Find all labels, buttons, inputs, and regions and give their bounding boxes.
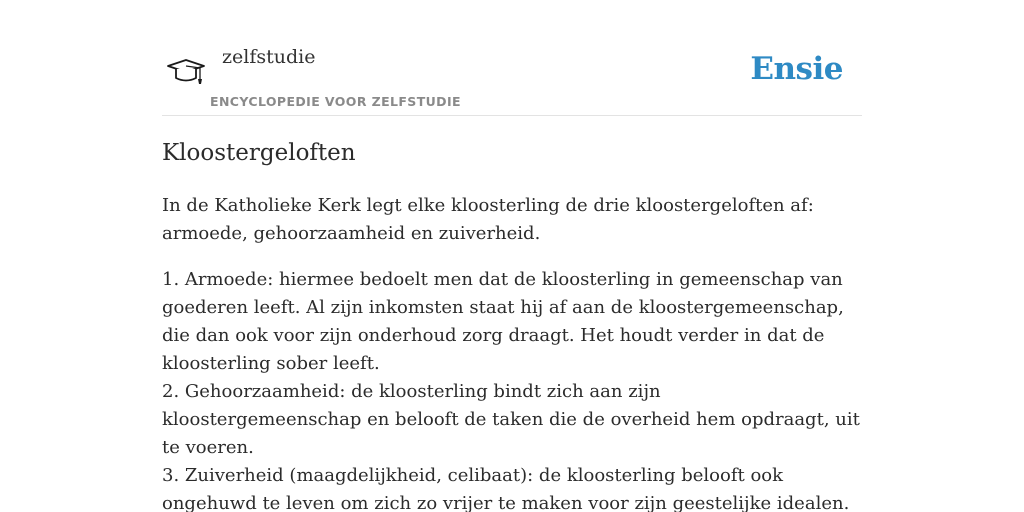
page — [162, 0, 862, 512]
article-intro: In de Katholieke Kerk legt elke kloosterling de drie kloostergeloften af: armoede, gehoorzaamheid en zuiverheid. — [162, 195, 814, 244]
brand-logo-link[interactable]: Ensie — [750, 51, 843, 87]
article-body — [162, 192, 862, 512]
list-item: 1. Armoede: hiermee bedoelt men dat de kloosterling in gemeenschap van goederen leeft. Al zijn inkomsten staat hij af aan de kloostergemeenschap, die dan ook voor zijn onderhoud zorg draagt. Het houdt verder in dat de kloosterling sober leeft. — [162, 269, 844, 374]
list-item: 2. Gehoorzaamheid: de kloosterling bindt zich aan zijn kloostergemeenschap en belooft de taken die de overheid hem opdraagt, uit te voeren. — [162, 381, 860, 458]
site-header — [162, 0, 862, 116]
page-title: Kloostergeloften — [162, 140, 356, 166]
article-list — [162, 266, 862, 512]
site-name[interactable]: zelfstudie — [222, 46, 316, 68]
list-item: 3. Zuiverheid (maagdelijkheid, celibaat): de kloosterling belooft ook ongehuwd te leven om zich zo vrijer te maken voor zijn geestelijke idealen. — [162, 465, 850, 512]
site-tagline: ENCYCLOPEDIE VOOR ZELFSTUDIE — [210, 94, 461, 109]
graduation-cap-icon[interactable] — [166, 54, 206, 88]
